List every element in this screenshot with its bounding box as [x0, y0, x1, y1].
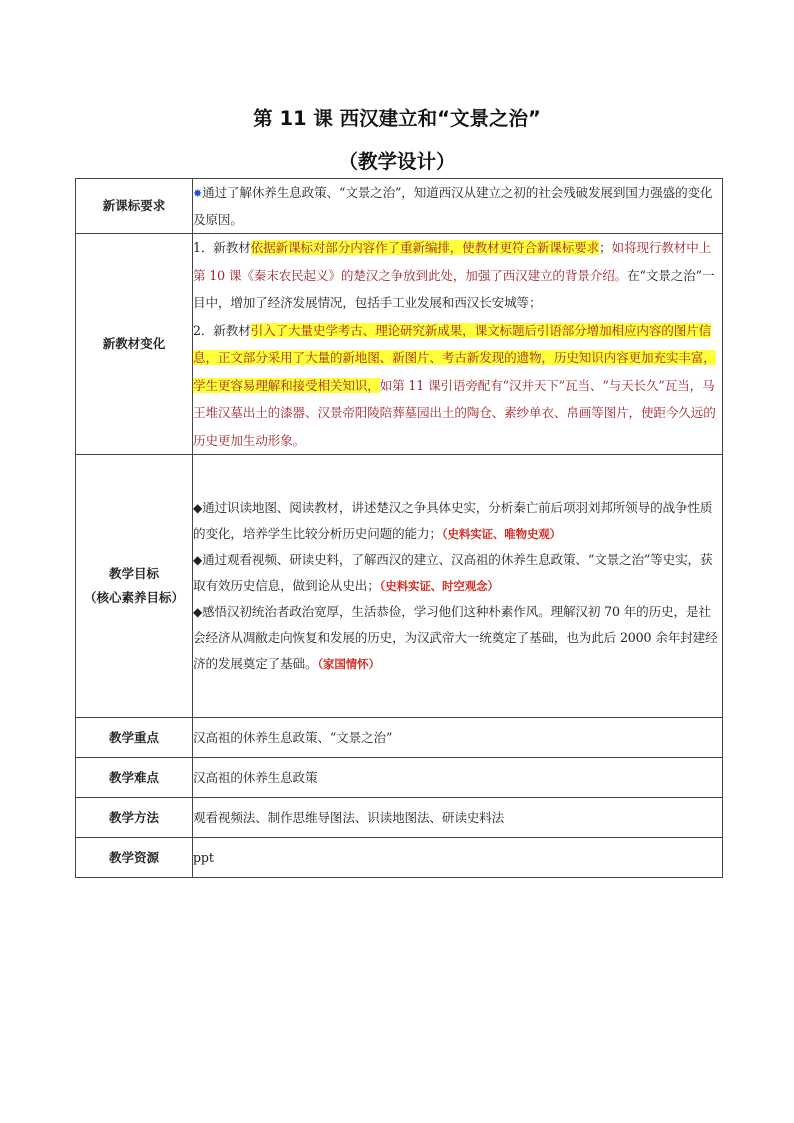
change-p1-highlight: 依据新课标对部分内容作了重新编排，使教材更符合新课标要求: [250, 240, 600, 255]
goal-text: 通过识读地图、阅读教材，讲述楚汉之争具体史实，分析秦亡前后项羽刘邦所领导的战争性质的变化，培养学生比较分析历史问题的能力；: [193, 500, 713, 541]
page-subtitle: （教学设计）: [338, 150, 456, 173]
table-row-goals: [76, 455, 723, 718]
diamond-icon: ◆: [193, 553, 203, 567]
lesson-design-table: [75, 178, 723, 878]
table-row-method: [76, 798, 723, 838]
row-label-change: 新教材变化: [76, 234, 193, 455]
diamond-icon: ◆: [193, 605, 203, 619]
standard-text: 通过了解休养生息政策、“文景之治”，知道西汉从建立之初的社会残破发展到国力强盛的变化及原因。: [193, 184, 713, 227]
row-content-difficulty: 汉高祖的休养生息政策: [193, 758, 723, 798]
row-content-resource: ppt: [193, 838, 723, 878]
change-p1-plain: 在“文景之治”一目中，增加了经济发展情况，包括手工业发展和西汉长安城等；: [193, 267, 715, 310]
row-label-standard: 新课标要求: [76, 179, 193, 234]
goal-item: [193, 599, 722, 677]
change-p2-red: 如第 11 课引语旁配有“汉并天下”瓦当、“与天长久”瓦当，马王堆汉墓出土的漆器、汉景帝阳陵陪葬墓园出土的陶仓、素纱单衣、帛画等图片，使距今久远的历史更加生动形象。: [193, 377, 716, 448]
change-p2-highlight: 引入了大量史学考古、理论研究新成果，课文标题后引语部分增加相应内容的图片信息，正文部分采用了大量的新地图、新图片、考古新发现的遗物，历史知识内容更加充实丰富，学生更容易理解和接受相关知识，: [193, 322, 716, 393]
goals-label: 教学目标: [108, 566, 159, 581]
table-row-standard: [76, 179, 723, 234]
row-content-goals: [193, 455, 723, 718]
change-p1-red: 如将现行教材中上第 10 课《秦末农民起义》的楚汉之争放到此处，加强了西汉建立的背景介绍。: [193, 240, 712, 283]
row-label-goals: [76, 455, 193, 718]
goal-tag: （史料实证、唯物史观）: [441, 527, 561, 541]
star-icon: ✸: [193, 186, 203, 200]
change-p1-semicolon: ；: [599, 240, 612, 255]
table-row-change: [76, 234, 723, 455]
change-p1-prefix: 1．新教材: [193, 240, 251, 255]
row-content-key: 汉高祖的休养生息政策、“文景之治”: [193, 718, 723, 758]
goal-text: 通过观看视频、研读史料，了解西汉的建立、汉高祖的休养生息政策、“文景之治”等史实，获取有效历史信息，做到论从史出；: [193, 552, 713, 593]
table-row-difficulty: [76, 758, 723, 798]
row-content-method: 观看视频法、制作思维导图法、识读地图法、研读史料法: [193, 798, 723, 838]
goal-item: [193, 495, 722, 547]
row-label-key: 教学重点: [76, 718, 193, 758]
row-label-method: 教学方法: [76, 798, 193, 838]
goal-tag: （史料实证、时空观念）: [379, 579, 499, 593]
table-row-key: [76, 718, 723, 758]
goal-tag: （家国情怀）: [317, 657, 380, 671]
row-content-standard: [193, 179, 723, 234]
goals-label-sub: （核心素养目标）: [83, 590, 184, 605]
table-row-resource: [76, 838, 723, 878]
goal-item: [193, 547, 722, 599]
row-label-difficulty: 教学难点: [76, 758, 193, 798]
diamond-icon: ◆: [193, 501, 203, 515]
page-title: 第 11 课 西汉建立和“文景之治”: [253, 107, 541, 130]
goal-text: 感悟汉初统治者政治宽厚，生活恭俭，学习他们这种朴素作风。理解汉初 70 年的历史，是社会经济从凋敝走向恢复和发展的历史，为汉武帝大一统奠定了基础，也为此后 2000 余年封建经济的发展奠定了基础。: [193, 604, 718, 671]
change-p2-prefix: 2．新教材: [193, 322, 251, 338]
row-content-change: [193, 234, 723, 455]
row-label-resource: 教学资源: [76, 838, 193, 878]
